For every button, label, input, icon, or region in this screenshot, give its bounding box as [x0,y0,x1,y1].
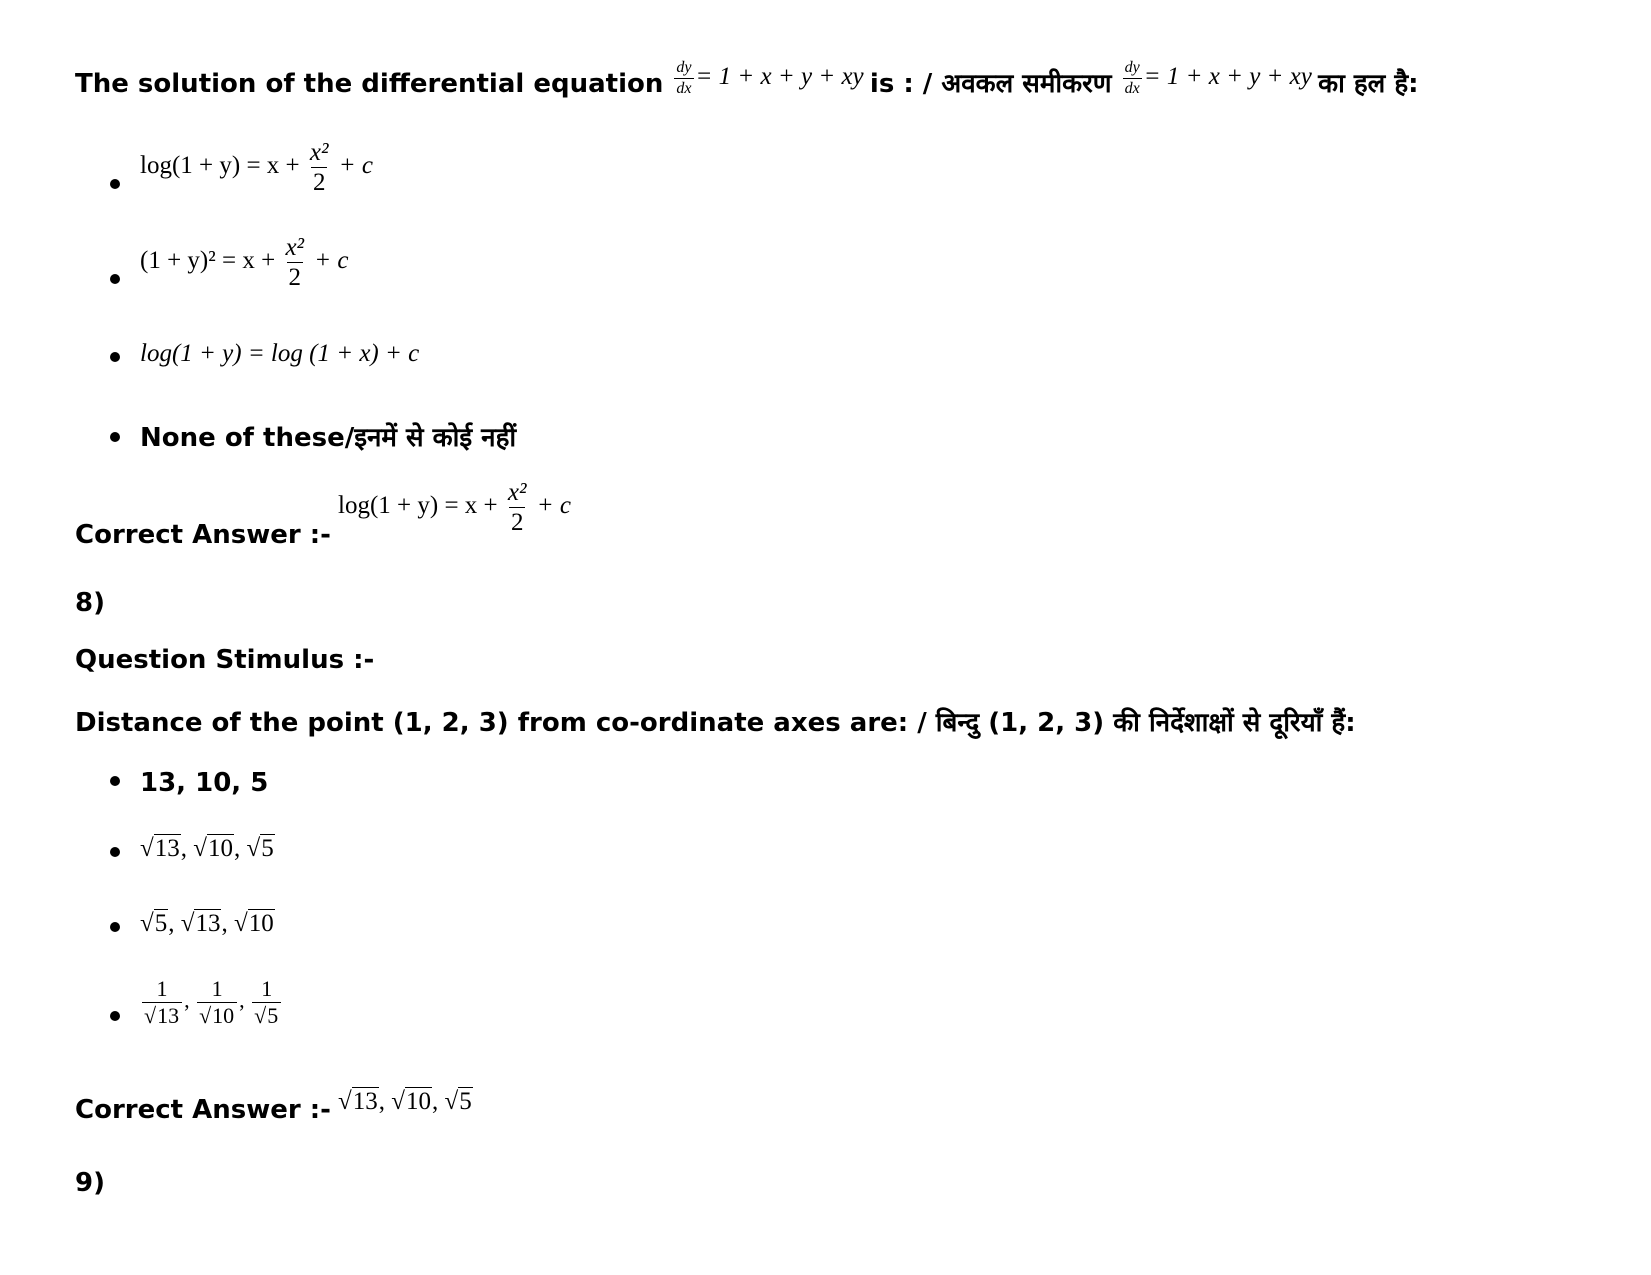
q8-option-1: 13, 10, 5 [110,768,268,798]
q7-suffix: का हल है: [1318,69,1419,100]
bullet-icon [110,776,120,786]
q7-correct-answer: log(1 + y) = x + $\frac{\text{x²}}{2}$ + c [338,479,571,536]
q8-statement: Distance of the point (1, 2, 3) from co-ordinate axes are: / बिन्दु (1, 2, 3) की निर्देशाक्षों से दूरियाँ हैं: [75,708,1356,738]
q7-correct-label: Correct Answer :- [75,520,331,550]
q9-number: 9) [75,1168,105,1198]
bullet-icon [110,352,120,362]
q8-correct-label: Correct Answer :- [75,1095,331,1125]
q7-equation: $\frac{dy}{dx}$ = 1 + x + y + xy [676,59,864,97]
bullet-icon [110,847,120,857]
q8-option-2: √13, √10, √5 [110,835,275,863]
q7-middle: is : / अवकल समीकरण [869,69,1112,100]
q7-prefix: The solution of the differential equation [75,69,664,100]
q8-stimulus-label: Question Stimulus :- [75,645,375,675]
bullet-icon [110,274,120,284]
q7-option-1: log(1 + y) = x + $\frac{\text{x²}}{2}$ + c [110,140,373,195]
bullet-icon [110,432,120,442]
bullet-icon [110,1011,120,1021]
bullet-icon [110,922,120,932]
q7-option-3: log(1 + y) = log (1 + x) + c [110,340,419,368]
q7-eq-fraction: $\frac{dy}{dx}$ [676,59,692,97]
q8-option-4: $\frac{1}{√13}$ , $\frac{1}{√10}$ , $\frac{1}{√5}$ [110,978,283,1027]
q7-statement [75,60,1419,100]
bullet-icon [110,179,120,189]
q7-option-2: (1 + y)² = x + $\frac{\text{x²}}{2}$ + c [110,235,349,290]
q7-option-4: None of these/इनमें से कोई नहीं [110,418,516,454]
q8-option-3: √5, √13, √10 [110,910,275,938]
q8-number: 8) [75,588,105,618]
q7-equation-repeat: $\frac{dy}{dx}$ = 1 + x + y + xy [1124,59,1312,97]
q8-correct-answer: √13, √10, √5 [338,1088,472,1115]
